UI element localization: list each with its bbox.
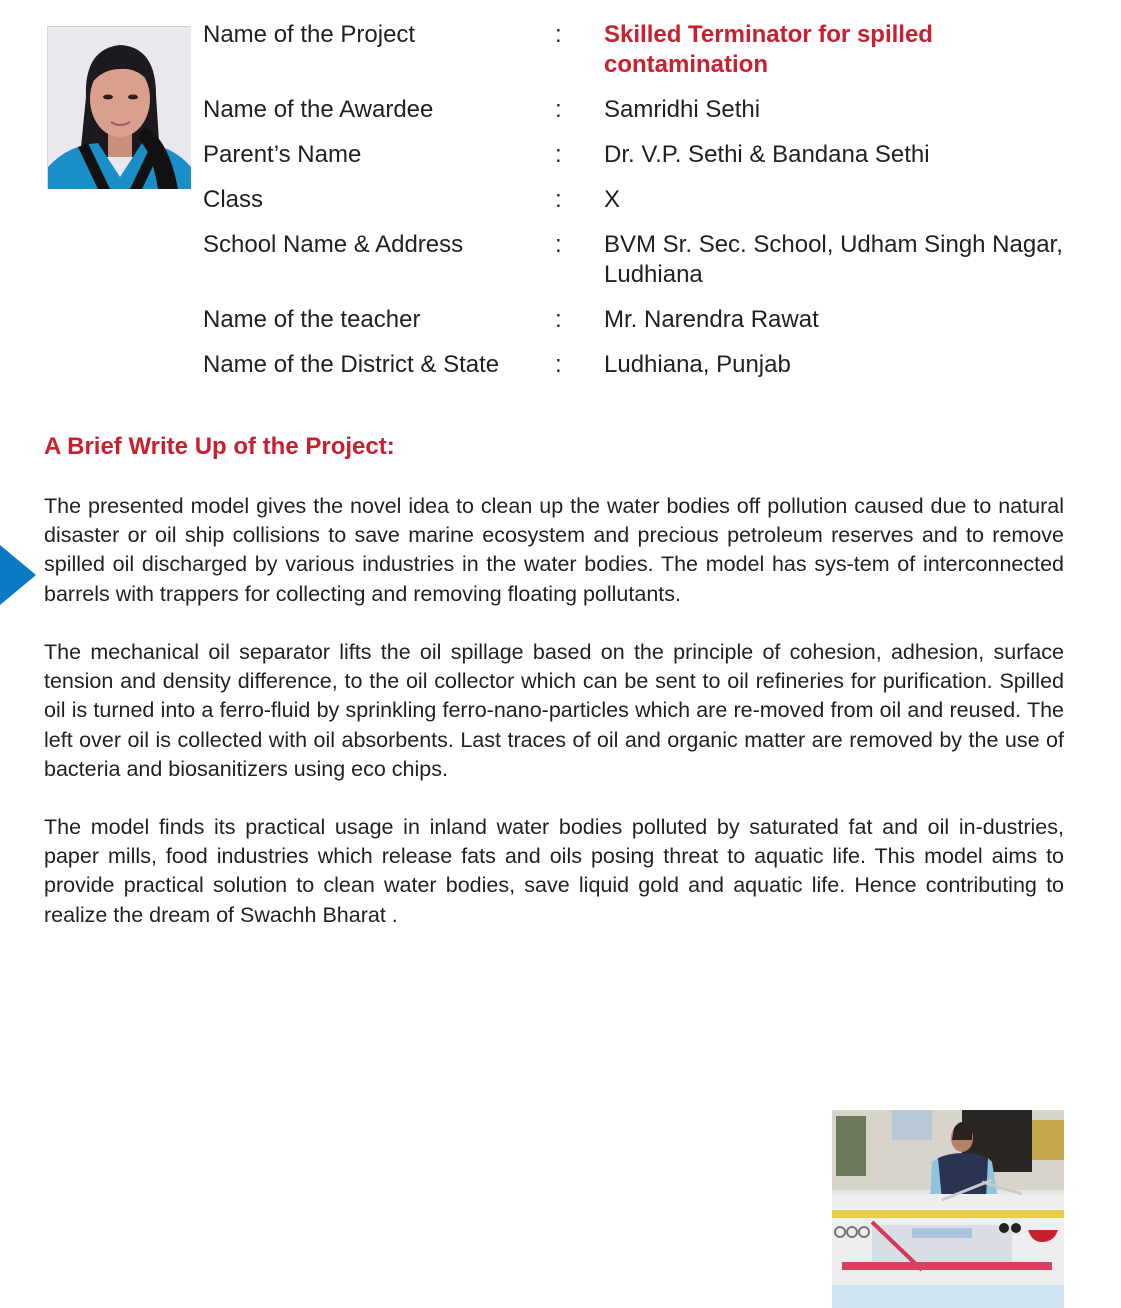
- detail-label: Class: [203, 186, 264, 213]
- writeup-paragraph: The model finds its practical usage in inland water bodies polluted by saturated fat and oil in-dustries, paper mills, food industries which release fats and oils posing threat to aquatic life. This model aims to provide practical solution to clean water bodies, save liquid gold and aquatic life. Hence contributing to realize the dream of Swachh Bharat .: [44, 815, 1064, 927]
- detail-row-teacher: [203, 305, 1103, 335]
- district-state: Ludhiana, Punjab: [604, 351, 791, 378]
- parents-name: Dr. V.P. Sethi & Bandana Sethi: [604, 141, 930, 168]
- writeup-paragraph: The presented model gives the novel idea to clean up the water bodies off pollution caused due to natural disaster or oil ship collisions to save marine ecosystem and precious petroleum reserves and to remove spilled oil discharged by various industries in the water bodies. The model has sys-tem of interconnected barrels with trappers for collecting and removing floating pollutants.: [44, 494, 1064, 606]
- detail-label: Parent’s Name: [203, 141, 362, 168]
- detail-label: Name of the District & State: [203, 351, 500, 378]
- teacher-name: Mr. Narendra Rawat: [604, 306, 819, 333]
- triangle-right-icon: [0, 545, 36, 605]
- detail-label: School Name & Address: [203, 231, 464, 258]
- detail-label: Name of the Project: [203, 21, 416, 48]
- detail-row-awardee: [203, 95, 1103, 125]
- writeup-paragraph: The mechanical oil separator lifts the oil spillage based on the principle of cohesion, adhesion, surface tension and density difference, to the oil collector which can be sent to oil refineries for purification. Spilled oil is turned into a ferro-fluid by sprinkling ferro-nano-particles which are re-moved from oil and reused. The left over oil is collected with oil absorbents. Last traces of oil and organic matter are removed by the use of bacteria and biosanitizers using eco chips.: [44, 640, 1064, 781]
- detail-colon: :: [555, 141, 562, 168]
- detail-row-class: [203, 185, 1103, 215]
- class-value: X: [604, 186, 621, 213]
- detail-row-parents: [203, 140, 1103, 170]
- awardee-details: [203, 20, 1103, 380]
- detail-row-school: [203, 230, 1103, 290]
- school-name-address: BVM Sr. Sec. School, Udham Singh Nagar, Ludhiana: [604, 231, 1063, 288]
- detail-colon: :: [555, 231, 562, 258]
- detail-label: Name of the teacher: [203, 306, 421, 333]
- detail-colon: :: [555, 186, 562, 213]
- awardee-name: Samridhi Sethi: [604, 96, 761, 123]
- detail-colon: :: [555, 306, 562, 333]
- project-name: Skilled Terminator for spilled contamination: [604, 21, 933, 78]
- detail-row-project: [203, 20, 1103, 80]
- detail-colon: :: [555, 21, 562, 48]
- detail-colon: :: [555, 96, 562, 123]
- awardee-photo: [47, 26, 191, 189]
- detail-row-district: [203, 350, 1103, 380]
- writeup-heading: A Brief Write Up of the Project:: [44, 433, 395, 460]
- project-model-photo: [832, 1110, 1064, 1308]
- detail-label: Name of the Awardee: [203, 96, 434, 123]
- detail-colon: :: [555, 351, 562, 378]
